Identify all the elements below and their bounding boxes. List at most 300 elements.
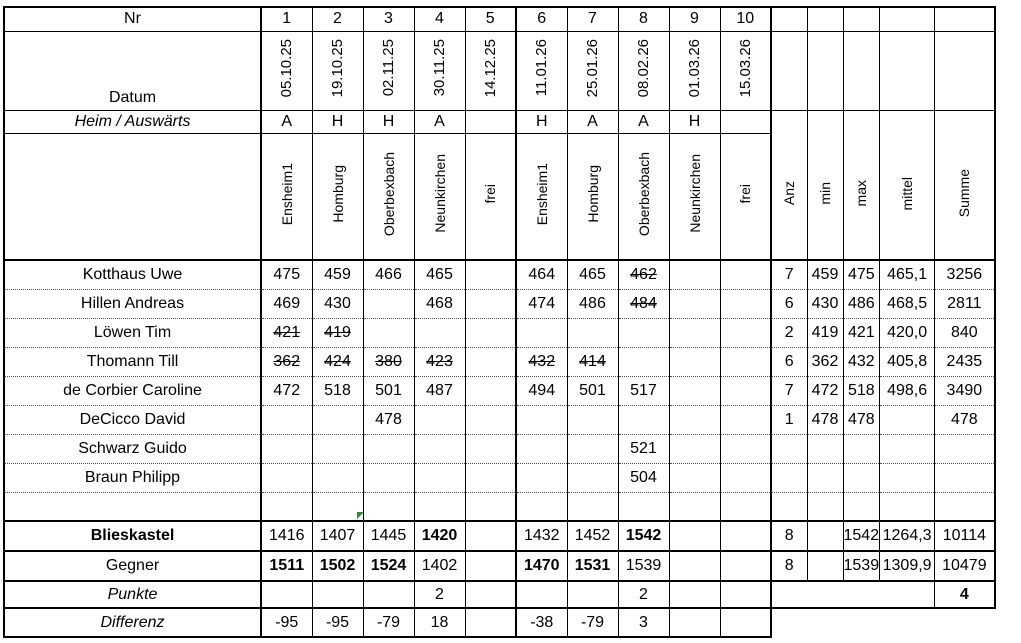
player-score bbox=[567, 434, 618, 463]
match-date-cell bbox=[414, 31, 465, 110]
stats-header-empty bbox=[843, 110, 880, 133]
score-value: 478 bbox=[375, 410, 402, 428]
player-score bbox=[312, 260, 363, 289]
score-value: 380 bbox=[375, 352, 402, 370]
score-value: 475 bbox=[273, 265, 301, 283]
team-row-stat: 1542 bbox=[843, 521, 880, 551]
opponent-row-stat: 1539 bbox=[843, 551, 880, 581]
player-score bbox=[312, 434, 363, 463]
match-date-cell bbox=[720, 31, 771, 110]
score-value: 517 bbox=[630, 381, 657, 399]
difference-value: -79 bbox=[567, 608, 618, 637]
opponent-name: Homburg bbox=[584, 164, 601, 223]
venue-value: H bbox=[312, 110, 363, 133]
match-number: 10 bbox=[720, 7, 771, 31]
stats-header-empty bbox=[935, 31, 995, 110]
stats-header-empty bbox=[771, 7, 807, 31]
player-score bbox=[363, 376, 414, 405]
score-value: 518 bbox=[324, 381, 351, 399]
player-score bbox=[312, 405, 363, 434]
opponent-row-label: Gegner bbox=[4, 551, 261, 581]
player-name: Hillen Andreas bbox=[4, 289, 261, 318]
difference-stats-empty bbox=[771, 608, 807, 637]
points-value bbox=[465, 581, 516, 608]
stats-header-empty bbox=[880, 110, 935, 133]
player-score bbox=[465, 492, 516, 521]
player-score bbox=[720, 289, 771, 318]
player-score bbox=[312, 463, 363, 492]
player-score bbox=[465, 347, 516, 376]
match-date: 25.01.26 bbox=[584, 38, 601, 98]
player-score bbox=[516, 260, 567, 289]
match-date-cell bbox=[567, 31, 618, 110]
player-score bbox=[312, 492, 363, 521]
difference-value bbox=[465, 608, 516, 637]
match-date-cell bbox=[363, 31, 414, 110]
difference-value bbox=[720, 608, 771, 637]
difference-value: -38 bbox=[516, 608, 567, 637]
match-number: 6 bbox=[516, 7, 567, 31]
player-stat: 420,0 bbox=[880, 318, 935, 347]
venue-value: H bbox=[669, 110, 720, 133]
opponent-name: Neunkirchen bbox=[686, 154, 703, 234]
player-score bbox=[414, 376, 465, 405]
player-stat: 1 bbox=[771, 405, 807, 434]
opponent-row-score: 1511 bbox=[261, 551, 312, 581]
difference-value: 18 bbox=[414, 608, 465, 637]
score-value: 414 bbox=[579, 352, 606, 370]
points-label: Punkte bbox=[4, 581, 261, 608]
player-score bbox=[261, 492, 312, 521]
stats-header-empty bbox=[935, 110, 995, 133]
opponent-row bbox=[4, 551, 995, 581]
player-stat: 2 bbox=[771, 318, 807, 347]
opponent-row-score: 1402 bbox=[414, 551, 465, 581]
score-value: 468 bbox=[426, 294, 453, 312]
player-stat: 478 bbox=[807, 405, 843, 434]
player-score bbox=[414, 289, 465, 318]
player-name: Löwen Tim bbox=[4, 318, 261, 347]
row-nr bbox=[4, 7, 995, 31]
player-score bbox=[669, 463, 720, 492]
player-score bbox=[567, 260, 618, 289]
points-value: 2 bbox=[414, 581, 465, 608]
player-score bbox=[261, 434, 312, 463]
nr-label: Nr bbox=[4, 7, 261, 31]
match-date-cell bbox=[465, 31, 516, 110]
player-score bbox=[261, 463, 312, 492]
match-date: 05.10.25 bbox=[278, 38, 296, 98]
points-value bbox=[669, 581, 720, 608]
player-score bbox=[261, 260, 312, 289]
player-stat: 3256 bbox=[935, 260, 995, 289]
score-value: 423 bbox=[426, 352, 453, 370]
player-score bbox=[414, 405, 465, 434]
difference-stats-empty bbox=[935, 608, 995, 637]
opponent-row-stat: 8 bbox=[771, 551, 807, 581]
score-value: 464 bbox=[528, 265, 556, 283]
player-score bbox=[567, 318, 618, 347]
difference-value: -95 bbox=[261, 608, 312, 637]
player-score bbox=[567, 463, 618, 492]
team-row-score bbox=[669, 521, 720, 551]
player-name: Kotthaus Uwe bbox=[4, 260, 261, 289]
player-score bbox=[363, 463, 414, 492]
opponent-row-score: 1470 bbox=[516, 551, 567, 581]
points-value bbox=[516, 581, 567, 608]
player-stat bbox=[807, 492, 843, 521]
player-score bbox=[261, 289, 312, 318]
team-row-score: 1445 bbox=[363, 521, 414, 551]
player-score bbox=[669, 434, 720, 463]
points-value bbox=[312, 581, 363, 608]
points-row bbox=[4, 581, 995, 608]
match-number: 9 bbox=[669, 7, 720, 31]
match-date-cell bbox=[516, 31, 567, 110]
score-value: 521 bbox=[630, 439, 657, 457]
score-value: 462 bbox=[630, 265, 657, 283]
team-row-score: 1420 bbox=[414, 521, 465, 551]
player-score bbox=[720, 492, 771, 521]
match-date-cell bbox=[261, 31, 312, 110]
match-number: 5 bbox=[465, 7, 516, 31]
opponent-name: Homburg bbox=[329, 164, 346, 223]
team-row-score: 1452 bbox=[567, 521, 618, 551]
player-stat: 486 bbox=[843, 289, 880, 318]
player-score bbox=[618, 318, 669, 347]
player-score bbox=[312, 376, 363, 405]
score-value: 419 bbox=[324, 323, 351, 341]
player-name: DeCicco David bbox=[4, 405, 261, 434]
difference-value: 3 bbox=[618, 608, 669, 637]
opponent-row-stat: 1309,9 bbox=[880, 551, 935, 581]
stats-header-empty bbox=[771, 31, 807, 110]
player-score bbox=[414, 492, 465, 521]
match-date: 15.03.26 bbox=[736, 38, 754, 98]
score-value: 484 bbox=[630, 294, 657, 312]
player-name: de Corbier Caroline bbox=[4, 376, 261, 405]
player-score bbox=[261, 405, 312, 434]
score-value: 501 bbox=[579, 381, 606, 399]
venue-value: A bbox=[414, 110, 465, 133]
team-row-stat: 8 bbox=[771, 521, 807, 551]
stats-label: Summe bbox=[956, 169, 973, 218]
opponent-cell bbox=[516, 133, 567, 260]
score-value: 472 bbox=[273, 381, 301, 399]
player-score bbox=[516, 492, 567, 521]
score-value: 421 bbox=[273, 323, 301, 341]
player-score bbox=[363, 492, 414, 521]
player-score bbox=[669, 260, 720, 289]
player-stat: 498,6 bbox=[880, 376, 935, 405]
score-value: 430 bbox=[324, 294, 351, 312]
score-value: 459 bbox=[324, 265, 351, 283]
difference-row bbox=[4, 608, 995, 637]
points-stats-empty bbox=[771, 581, 935, 608]
opponent-row-score: 1502 bbox=[312, 551, 363, 581]
venue-value: A bbox=[618, 110, 669, 133]
stats-label-cell bbox=[843, 133, 880, 260]
match-number: 2 bbox=[312, 7, 363, 31]
opponent-row-score: 1531 bbox=[567, 551, 618, 581]
player-stat: 6 bbox=[771, 289, 807, 318]
player-score bbox=[363, 405, 414, 434]
player-score bbox=[363, 347, 414, 376]
opponent-row-score bbox=[669, 551, 720, 581]
player-score bbox=[567, 376, 618, 405]
team-row-score: 1416 bbox=[261, 521, 312, 551]
team-row-stat bbox=[807, 521, 843, 551]
player-score bbox=[414, 434, 465, 463]
player-score bbox=[312, 318, 363, 347]
score-value: 465 bbox=[426, 265, 453, 283]
player-stat bbox=[771, 434, 807, 463]
player-score bbox=[618, 463, 669, 492]
player-score bbox=[363, 260, 414, 289]
score-value: 466 bbox=[375, 265, 402, 283]
opponent-name: Oberbexbach bbox=[635, 151, 652, 236]
player-score bbox=[669, 376, 720, 405]
results-table bbox=[3, 6, 996, 638]
player-stat: 475 bbox=[843, 260, 880, 289]
comment-indicator-icon bbox=[357, 512, 364, 519]
venue-value: H bbox=[516, 110, 567, 133]
player-stat: 472 bbox=[807, 376, 843, 405]
stats-header-empty bbox=[880, 31, 935, 110]
stats-label-cell bbox=[880, 133, 935, 260]
opponent-row-stat: 10479 bbox=[935, 551, 995, 581]
opponent-row-score: 1524 bbox=[363, 551, 414, 581]
player-stat bbox=[935, 463, 995, 492]
player-row bbox=[4, 318, 995, 347]
player-stat: 6 bbox=[771, 347, 807, 376]
player-score bbox=[465, 434, 516, 463]
stats-header-empty bbox=[935, 7, 995, 31]
player-row bbox=[4, 376, 995, 405]
match-date: 14.12.25 bbox=[481, 38, 499, 98]
stats-header-empty bbox=[807, 110, 843, 133]
player-stat bbox=[843, 492, 880, 521]
player-stat: 7 bbox=[771, 260, 807, 289]
opponent-name: Oberbexbach bbox=[380, 151, 397, 236]
score-value: 469 bbox=[273, 294, 301, 312]
player-stat: 468,5 bbox=[880, 289, 935, 318]
opponent-cell bbox=[567, 133, 618, 260]
score-value: 486 bbox=[579, 294, 606, 312]
stats-header-empty bbox=[843, 7, 880, 31]
opponent-cell bbox=[312, 133, 363, 260]
difference-stats-empty bbox=[880, 608, 935, 637]
difference-value: -95 bbox=[312, 608, 363, 637]
team-row-label: Blieskastel bbox=[4, 521, 261, 551]
match-date: 01.03.26 bbox=[686, 38, 703, 98]
row-datum bbox=[4, 31, 995, 110]
venue-value: H bbox=[363, 110, 414, 133]
match-date-cell bbox=[312, 31, 363, 110]
difference-value bbox=[669, 608, 720, 637]
player-score bbox=[567, 405, 618, 434]
player-stat bbox=[771, 492, 807, 521]
player-stat bbox=[843, 463, 880, 492]
player-stat: 419 bbox=[807, 318, 843, 347]
player-stat bbox=[880, 463, 935, 492]
team-row-score: 1407 bbox=[312, 521, 363, 551]
player-row bbox=[4, 434, 995, 463]
match-number: 7 bbox=[567, 7, 618, 31]
stats-header-empty bbox=[807, 31, 843, 110]
player-score bbox=[414, 463, 465, 492]
player-name: Braun Philipp bbox=[4, 463, 261, 492]
player-stat: 2811 bbox=[935, 289, 995, 318]
stats-header-empty bbox=[771, 110, 807, 133]
player-stat bbox=[807, 463, 843, 492]
points-value bbox=[720, 581, 771, 608]
player-score bbox=[720, 347, 771, 376]
player-score bbox=[669, 347, 720, 376]
score-value: 501 bbox=[375, 381, 402, 399]
player-stat: 478 bbox=[843, 405, 880, 434]
points-value bbox=[363, 581, 414, 608]
player-stat bbox=[880, 434, 935, 463]
match-date: 19.10.25 bbox=[329, 38, 346, 98]
player-stat bbox=[935, 434, 995, 463]
opponent-name: Neunkirchen bbox=[431, 154, 448, 234]
opponent-row-stat bbox=[807, 551, 843, 581]
opponent-cell bbox=[720, 133, 771, 260]
player-stat: 459 bbox=[807, 260, 843, 289]
venue-value bbox=[720, 110, 771, 133]
match-date: 30.11.25 bbox=[431, 39, 448, 97]
score-value: 465 bbox=[579, 265, 606, 283]
player-row bbox=[4, 347, 995, 376]
score-value: 487 bbox=[426, 381, 453, 399]
player-stat: 840 bbox=[935, 318, 995, 347]
player-score bbox=[720, 260, 771, 289]
opponent-label-empty bbox=[4, 133, 261, 260]
player-stat: 405,8 bbox=[880, 347, 935, 376]
score-value: 504 bbox=[630, 468, 657, 486]
heim-auswaerts-label: Heim / Auswärts bbox=[4, 110, 261, 133]
player-stat: 7 bbox=[771, 376, 807, 405]
player-score bbox=[618, 260, 669, 289]
player-score bbox=[618, 376, 669, 405]
player-stat: 421 bbox=[843, 318, 880, 347]
venue-value: A bbox=[567, 110, 618, 133]
difference-label: Differenz bbox=[4, 608, 261, 637]
opponent-name: frei bbox=[482, 184, 499, 204]
match-number: 3 bbox=[363, 7, 414, 31]
player-score bbox=[363, 289, 414, 318]
player-score bbox=[516, 289, 567, 318]
stats-header-empty bbox=[843, 31, 880, 110]
player-stat: 432 bbox=[843, 347, 880, 376]
player-row bbox=[4, 405, 995, 434]
venue-value: A bbox=[261, 110, 312, 133]
stats-label: min bbox=[817, 182, 833, 205]
player-score bbox=[261, 318, 312, 347]
match-date: 02.11.25 bbox=[380, 39, 397, 97]
player-score bbox=[720, 318, 771, 347]
player-score bbox=[669, 289, 720, 318]
row-opponents bbox=[4, 133, 995, 260]
player-score bbox=[720, 434, 771, 463]
team-row-score bbox=[465, 521, 516, 551]
datum-label: Datum bbox=[4, 31, 261, 110]
score-value: 424 bbox=[324, 352, 351, 370]
player-stat bbox=[843, 434, 880, 463]
player-stat bbox=[880, 405, 935, 434]
opponent-row-score: 1539 bbox=[618, 551, 669, 581]
player-score bbox=[261, 376, 312, 405]
opponent-cell bbox=[669, 133, 720, 260]
player-stat: 3490 bbox=[935, 376, 995, 405]
score-value: 432 bbox=[528, 352, 556, 370]
score-value: 474 bbox=[528, 294, 556, 312]
team-row-score: 1432 bbox=[516, 521, 567, 551]
player-stat: 362 bbox=[807, 347, 843, 376]
player-score bbox=[516, 405, 567, 434]
opponent-name: Ensheim1 bbox=[278, 162, 295, 225]
difference-stats-empty bbox=[843, 608, 880, 637]
opponent-cell bbox=[618, 133, 669, 260]
match-number: 1 bbox=[261, 7, 312, 31]
opponent-cell bbox=[465, 133, 516, 260]
player-score bbox=[618, 405, 669, 434]
player-score bbox=[465, 318, 516, 347]
stats-label-cell bbox=[935, 133, 995, 260]
player-stat: 465,1 bbox=[880, 260, 935, 289]
stats-label-cell bbox=[771, 133, 807, 260]
player-stat: 518 bbox=[843, 376, 880, 405]
row-heim-auswaerts bbox=[4, 110, 995, 133]
stats-header-empty bbox=[880, 7, 935, 31]
opponent-row-score bbox=[465, 551, 516, 581]
player-score bbox=[312, 289, 363, 318]
team-row bbox=[4, 521, 995, 551]
player-score bbox=[618, 347, 669, 376]
player-score bbox=[720, 376, 771, 405]
player-score bbox=[669, 492, 720, 521]
stats-label: Anz bbox=[781, 181, 798, 206]
player-row bbox=[4, 492, 995, 521]
player-stat: 430 bbox=[807, 289, 843, 318]
player-score bbox=[465, 260, 516, 289]
player-score bbox=[618, 492, 669, 521]
player-score bbox=[567, 347, 618, 376]
score-value: 362 bbox=[273, 352, 301, 370]
opponent-name: frei bbox=[737, 184, 754, 204]
opponent-cell bbox=[261, 133, 312, 260]
player-score bbox=[516, 376, 567, 405]
player-row bbox=[4, 289, 995, 318]
player-score bbox=[516, 434, 567, 463]
player-score bbox=[465, 289, 516, 318]
player-name: Schwarz Guido bbox=[4, 434, 261, 463]
player-stat bbox=[935, 492, 995, 521]
points-value bbox=[567, 581, 618, 608]
player-score bbox=[516, 318, 567, 347]
match-number: 8 bbox=[618, 7, 669, 31]
player-stat: 478 bbox=[935, 405, 995, 434]
player-name bbox=[4, 492, 261, 521]
player-score bbox=[414, 318, 465, 347]
team-row-score: 1542 bbox=[618, 521, 669, 551]
opponent-name: Ensheim1 bbox=[533, 162, 550, 225]
score-value: 494 bbox=[528, 381, 556, 399]
match-date: 11.01.26 bbox=[533, 39, 551, 97]
player-score bbox=[516, 463, 567, 492]
player-score bbox=[414, 347, 465, 376]
